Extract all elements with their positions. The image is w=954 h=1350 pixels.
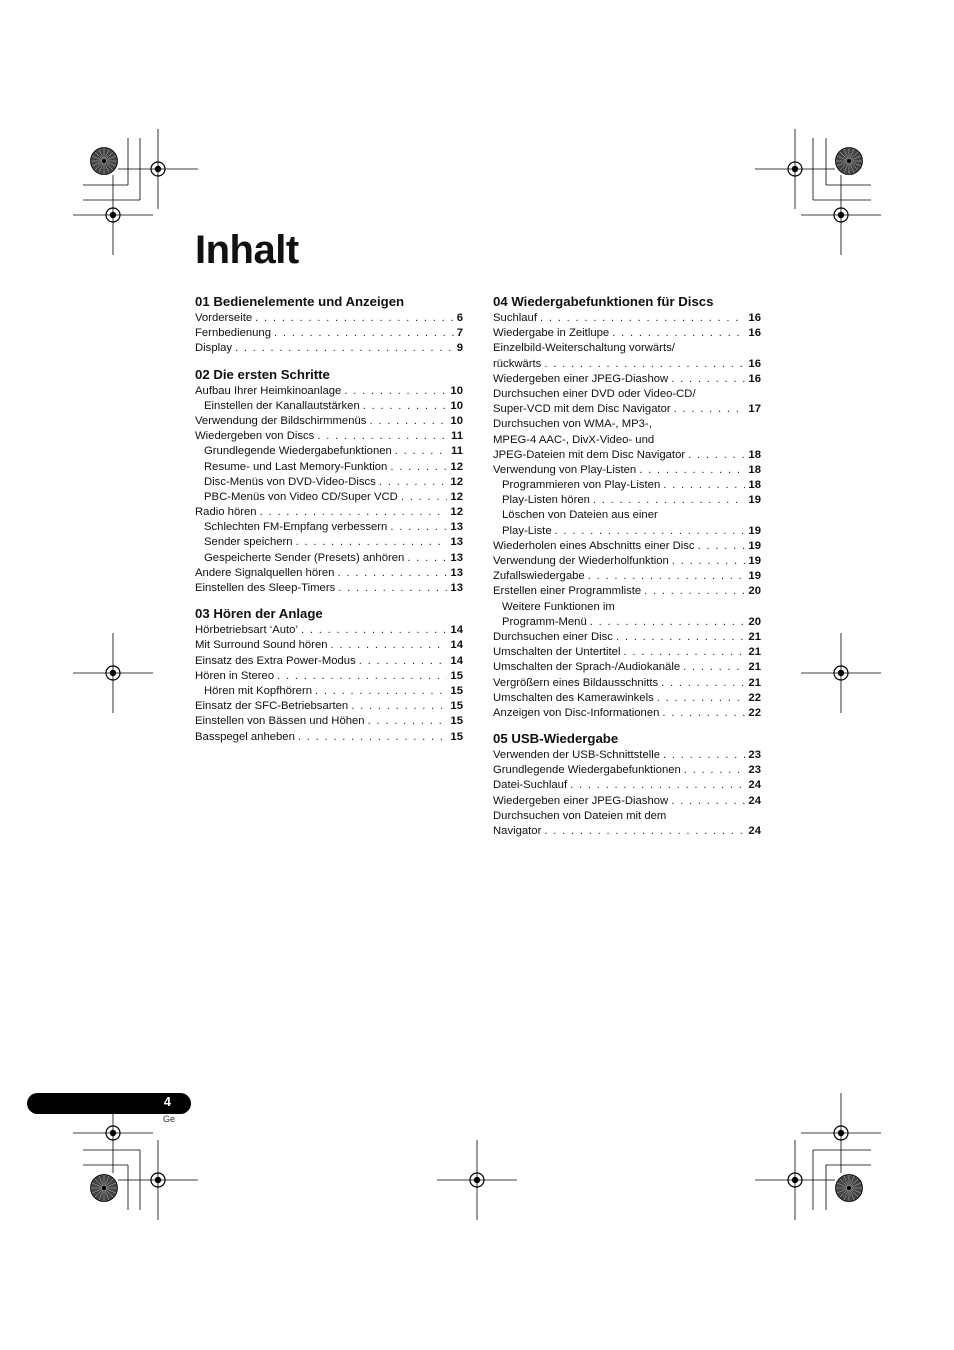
toc-entry[interactable] [195,669,463,684]
toc-entry[interactable] [493,402,761,417]
toc-entry-title: Schlechten FM-Empfang verbessern [204,521,388,534]
dot-leader [390,460,447,475]
dot-leader [351,699,447,714]
toc-entry[interactable] [493,539,761,554]
toc-entry[interactable] [195,551,463,566]
toc-entry-page: 10 [450,414,463,427]
toc-entry-title: Play-Listen hören [502,494,590,507]
toc-entry-page: 7 [456,327,463,340]
registration-star-icon [91,1175,118,1202]
toc-section-title: 01 Bedienelemente und Anzeigen [195,294,405,309]
toc-entry-page: 19 [748,539,761,552]
toc-entry-page: 17 [748,403,761,416]
toc-entry[interactable] [195,341,463,356]
registration-target-icon [118,129,198,209]
registration-star-icon [91,148,118,175]
toc-entry[interactable] [493,569,761,584]
dot-leader [401,490,448,505]
toc-column-left [195,293,463,754]
registration-target-icon [118,1140,198,1220]
toc-entry-title: Durchsuchen von Dateien mit dem [493,809,667,822]
toc-entry[interactable] [493,311,761,326]
toc-entry-page: 10 [450,399,463,412]
toc-entry-title: Einstellen des Sleep-Timers [195,582,336,594]
toc-entry-title: Suchlauf [493,312,537,324]
toc-entry[interactable] [195,311,463,326]
toc-entry[interactable] [493,676,761,691]
dot-leader [317,429,448,444]
dot-leader [344,384,447,399]
toc-entry-title: Radio hören [195,506,257,519]
toc-entry-page: 20 [748,615,761,628]
toc-entry[interactable] [195,399,463,414]
registration-target-icon [801,633,881,713]
toc-entry-title: Grundlegende Wiedergabefunktionen [204,445,392,458]
toc-entry-page: 12 [450,460,463,473]
toc-entry-title: Verwendung von Play-Listen [493,463,637,476]
toc-entry-title: Aufbau Ihrer Heimkinoanlage [195,384,342,397]
toc-entry[interactable] [195,623,463,638]
toc-entry-page: 14 [450,639,463,652]
toc-entry[interactable] [195,638,463,653]
toc-entry-title: Einsatz der SFC-Betriebsarten [195,700,349,713]
toc-entry-title: Wiedergeben einer JPEG-Diashow [493,794,669,807]
toc-entry-title: Super-VCD mit dem Disc Navigator [493,403,671,416]
toc-entry[interactable] [195,490,463,505]
toc-entry[interactable] [493,478,761,493]
dot-leader [235,341,454,356]
toc-entry-title: Grundlegende Wiedergabefunktionen [493,764,681,777]
toc-entry[interactable] [493,600,761,615]
toc-entry-title: Durchsuchen einer Disc [493,630,613,643]
dot-leader [671,794,745,809]
toc-entry[interactable] [493,357,761,372]
dot-leader [684,763,746,778]
toc-entry-title: Vorderseite [195,312,253,324]
toc-entry-page: 16 [748,327,761,340]
toc-entry-page: 12 [450,475,463,488]
toc-entry-page: 21 [748,676,761,689]
dot-leader [298,730,448,745]
toc-entry[interactable] [493,748,761,763]
toc-entry-page: 9 [456,342,463,355]
toc-entry-page: 15 [450,669,463,682]
toc-section [195,605,463,745]
dot-leader [407,551,447,566]
toc-entry-title: Programm-Menü [502,615,587,628]
dot-leader [672,554,746,569]
toc-section-title: 04 Wiedergabefunktionen für Discs [493,294,714,309]
toc-entry-title: Umschalten der Untertitel [493,646,621,659]
dot-leader [590,615,746,630]
toc-entry[interactable] [493,372,761,387]
toc-entry[interactable] [493,417,761,432]
toc-entry-page: 13 [450,551,463,564]
toc-entry-title: Hören mit Kopfhörern [204,684,312,697]
toc-entry[interactable] [195,535,463,550]
toc-entry-title: Gespeicherte Sender (Presets) anhören [204,551,405,564]
toc-entry-page: 19 [748,524,761,537]
toc-entry-title: Wiedergabe in Zeitlupe [493,327,610,340]
dot-leader [369,414,447,429]
dot-leader [661,676,745,691]
dot-leader [277,669,447,684]
toc-entry[interactable] [493,630,761,645]
dot-leader [337,566,447,581]
toc-entry-title: Vergrößern eines Bildausschnitts [493,676,659,689]
toc-entry[interactable] [195,460,463,475]
toc-entry-title: Einsatz des Extra Power-Modus [195,654,356,667]
toc-entry[interactable] [493,524,761,539]
toc-entry-page: 21 [748,630,761,643]
dot-leader [260,505,448,520]
toc-entry-title: Weitere Funktionen im [502,600,615,613]
dot-leader [255,311,454,326]
toc-entry[interactable] [493,794,761,809]
toc-entry-page: 6 [456,312,463,324]
toc-entry-page: 22 [748,706,761,719]
toc-entry-page: 13 [450,582,463,594]
toc-entry[interactable] [493,448,761,463]
toc-entry[interactable] [493,706,761,721]
toc-entry-title: Erstellen einer Programmliste [493,585,642,598]
toc-entry-title: Display [195,342,233,355]
dot-leader [683,660,745,675]
dot-leader [657,691,746,706]
toc-entry[interactable] [195,384,463,399]
dot-leader [338,581,447,596]
toc-entry-page: 18 [748,463,761,476]
toc-entry-page: 15 [450,684,463,697]
toc-entry-page: 15 [450,730,463,743]
toc-entry-title: Navigator [493,825,542,837]
toc-entry[interactable] [493,493,761,508]
toc-entry-title: Einstellen der Kanallautstärken [204,399,360,412]
toc-entry-title: Programmieren von Play-Listen [502,479,661,492]
dot-leader [395,444,448,459]
dot-leader [639,463,745,478]
dot-leader [544,824,745,839]
toc-entry-page: 24 [748,779,761,792]
toc-entry-page: 23 [748,749,761,762]
toc-entry-title: Resume- und Last Memory-Funktion [204,460,388,473]
toc-entry-title: Umschalten des Kamerawinkels [493,691,654,704]
dot-leader [698,539,746,554]
toc-entry-page: 19 [748,555,761,567]
toc-entry-title: Wiedergeben einer JPEG-Diashow [493,372,669,385]
toc-entry-title: Wiedergeben von Discs [195,430,315,443]
toc-entry[interactable] [493,341,761,356]
dot-leader [379,475,448,490]
toc-entry-title: Verwendung der Wiederholfunktion [493,555,669,567]
toc-entry-page: 13 [450,566,463,579]
toc-entry-page: 12 [450,490,463,503]
registration-target-icon [755,1140,835,1220]
toc-entry[interactable] [493,778,761,793]
toc-entry-page: 18 [748,479,761,492]
toc-entry[interactable] [493,387,761,402]
toc-entry[interactable] [493,809,761,824]
dot-leader [616,630,745,645]
dot-leader [359,654,448,669]
toc-entry-title: Zufallswiedergabe [493,570,585,583]
toc-entry-page: 16 [748,357,761,370]
toc-entry[interactable] [493,463,761,478]
toc-entry[interactable] [195,684,463,699]
toc-entry[interactable] [493,326,761,341]
toc-section [195,366,463,597]
dot-leader [555,524,746,539]
toc-entry-page: 11 [451,445,463,458]
toc-entry-title: Mit Surround Sound hören [195,639,328,652]
dot-leader [688,448,745,463]
toc-entry-page: 13 [450,521,463,534]
registration-star-icon [836,148,863,175]
dot-leader [296,535,448,550]
toc-entry-page: 18 [748,448,761,461]
toc-entry-title: Verwendung der Bildschirmmenüs [195,414,367,427]
toc-entry-page: 15 [450,715,463,728]
toc-entry-title: Basspegel anheben [195,730,295,743]
toc-entry[interactable] [493,763,761,778]
toc-entry-title: Durchsuchen einer DVD oder Video-CD/ [493,387,696,400]
dot-leader [363,399,448,414]
toc-section [195,293,463,357]
toc-entry-page: 14 [450,624,463,637]
dot-leader [540,311,745,326]
toc-entry[interactable] [195,714,463,729]
toc-entry[interactable] [493,554,761,569]
toc-entry-page: 16 [748,312,761,324]
toc-entry-title: Durchsuchen von WMA-, MP3-, [493,418,652,431]
toc-section-title: 05 USB-Wiedergabe [493,731,619,747]
toc-section [493,730,761,839]
toc-entry-page: 19 [748,570,761,583]
toc-entry-page: 14 [450,654,463,667]
dot-leader [274,326,454,341]
toc-entry-title: Sender speichern [204,536,293,549]
toc-entry[interactable] [195,581,463,596]
toc-entry[interactable] [493,824,761,839]
dot-leader [671,372,745,387]
toc-entry[interactable] [195,475,463,490]
registration-target-icon [437,1140,517,1220]
toc-entry[interactable] [195,444,463,459]
toc-entry-title: Hören in Stereo [195,669,275,682]
toc-entry[interactable] [195,654,463,669]
toc-entry-page: 24 [748,825,761,837]
toc-entry-page: 21 [748,646,761,659]
toc-entry-title: Play-Liste [502,524,552,537]
language-code: Ge [163,1114,176,1124]
toc-entry-title: rückwärts [493,357,542,370]
registration-target-icon [73,175,153,255]
dot-leader [315,684,447,699]
toc-entry-title: Löschen von Dateien aus einer [502,509,658,522]
toc-entry-title: Datei-Suchlauf [493,779,568,792]
toc-entry-title: Anzeigen von Disc-Informationen [493,706,660,719]
toc-entry-title: Umschalten der Sprach-/Audiokanäle [493,661,681,674]
dot-leader [331,638,448,653]
dot-leader [623,645,745,660]
dot-leader [644,584,745,599]
dot-leader [570,778,745,793]
toc-entry[interactable] [493,615,761,630]
toc-entry-page: 12 [450,506,463,519]
toc-entry[interactable] [195,566,463,581]
dot-leader [544,357,745,372]
toc-entry-title: Verwenden der USB-Schnittstelle [493,749,661,762]
toc-entry-page: 16 [748,372,761,385]
toc-entry[interactable] [195,505,463,520]
toc-entry[interactable] [195,429,463,444]
toc-entry[interactable] [195,414,463,429]
toc-entry-title: Einstellen von Bässen und Höhen [195,715,365,728]
page-title: Inhalt [195,228,299,272]
toc-entry-page: 15 [450,700,463,713]
toc-entry[interactable] [195,520,463,535]
toc-entry[interactable] [195,699,463,714]
toc-entry-page: 20 [748,585,761,598]
dot-leader [593,493,746,508]
dot-leader [301,623,447,638]
toc-entry[interactable] [493,433,761,448]
page-number: 4 [163,1094,171,1109]
toc-entry-page: 21 [748,661,761,674]
dot-leader [612,326,745,341]
toc-entry-title: Fernbedienung [195,327,272,340]
toc-entry-page: 10 [450,384,463,397]
registration-target-icon [73,633,153,713]
toc-section [493,293,761,721]
toc-column-right [493,293,761,848]
page-number-tab [27,1093,191,1114]
toc-entry-page: 23 [748,764,761,777]
toc-entry[interactable] [493,645,761,660]
dot-leader [663,478,745,493]
toc-entry[interactable] [195,730,463,745]
toc-entry[interactable] [493,584,761,599]
registration-target-icon [755,129,835,209]
toc-entry-title: MPEG-4 AAC-, DivX-Video- und [493,433,655,446]
toc-entry-page: 24 [748,794,761,807]
toc-entry-page: 22 [748,691,761,704]
dot-leader [390,520,447,535]
dot-leader [368,714,448,729]
toc-entry-title: Einzelbild-Weiterschaltung vorwärts/ [493,342,675,355]
toc-entry-title: Andere Signalquellen hören [195,566,335,579]
toc-entry[interactable] [493,508,761,523]
toc-section-title: 03 Hören der Anlage [195,606,323,622]
dot-leader [588,569,746,584]
dot-leader [662,706,745,721]
toc-entry[interactable] [493,660,761,675]
toc-entry-title: Wiederholen eines Abschnitts einer Disc [493,539,695,552]
toc-section-title: 02 Die ersten Schritte [195,366,330,382]
toc-entry-title: JPEG-Dateien mit dem Disc Navigator [493,448,686,461]
dot-leader [663,748,745,763]
toc-entry[interactable] [493,691,761,706]
toc-entry-page: 13 [450,536,463,549]
toc-entry[interactable] [195,326,463,341]
toc-entry-page: 19 [748,494,761,507]
toc-entry-title: Hörbetriebsart ‘Auto’ [195,624,298,637]
registration-star-icon [836,1175,863,1202]
toc-entry-title: Disc-Menüs von DVD-Video-Discs [204,475,376,488]
dot-leader [674,402,746,417]
toc-entry-page: 11 [451,430,463,443]
toc-entry-title: PBC-Menüs von Video CD/Super VCD [204,490,398,503]
